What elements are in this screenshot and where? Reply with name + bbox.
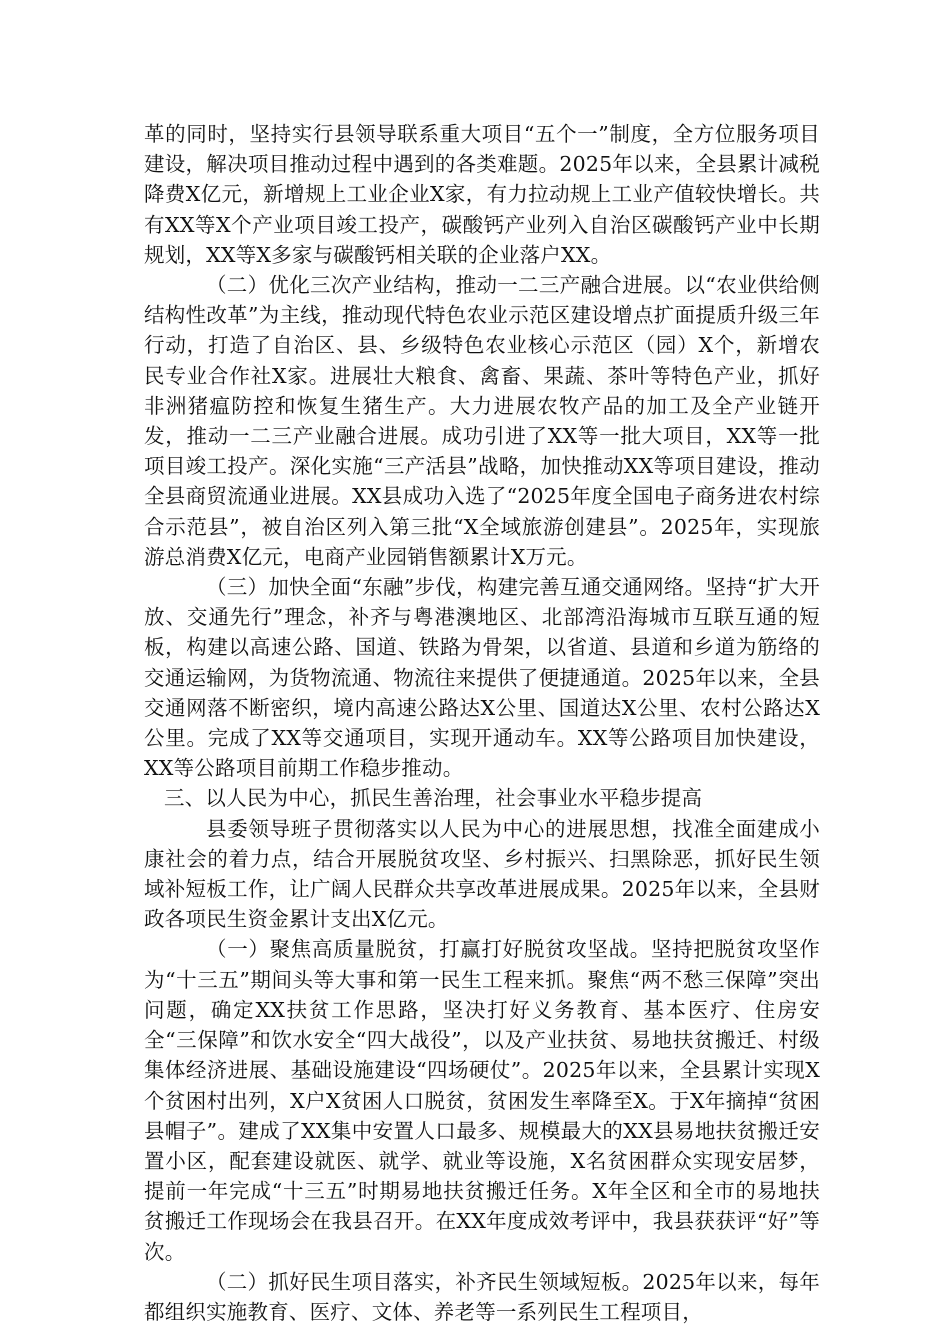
paragraph-livelihood-projects: （二）抓好民生项目落实，补齐民生领域短板。2025年以来，每年都组织实施教育、医疗、文体、养老等一系列民生工程项目，	[144, 1269, 820, 1324]
paragraph-livelihood-intro: 县委领导班子贯彻落实以人民为中心的进展思想，找准全面建成小康社会的着力点，结合开展脱贫攻坚、乡村振兴、扫黑除恶，抓好民生领域补短板工作，让广阔人民群众共享改革进展成果。2025年以来，全县财政各项民生资金累计支出X亿元。	[144, 816, 820, 932]
document-body	[144, 119, 820, 1327]
paragraph-continuation: 革的同时，坚持实行县领导联系重大项目“五个一”制度，全方位服务项目建设，解决项目推动过程中遇到的各类难题。2025年以来，全县累计减税降费X亿元，新增规上工业企业X家，有力拉动规上工业产值较快增长。共有XX等X个产业项目竣工投产，碳酸钙产业列入自治区碳酸钙产业中长期规划，XX等X多家与碳酸钙相关联的企业落户XX。	[144, 122, 820, 267]
section-heading-people-centered: 三、以人民为中心，抓民生善治理，社会事业水平稳步提高	[164, 786, 703, 811]
paragraph-poverty-alleviation: （一）聚焦高质量脱贫，打赢打好脱贫攻坚战。坚持把脱贫攻坚作为“十三五”期间头等大事和第一民生工程来抓。聚焦“两不愁三保障”突出问题，确定XX扶贫工作思路，坚决打好义务教育、基本医疗、住房安全“三保障”和饮水安全“四大战役”，以及产业扶贫、易地扶贫搬迁、村级集体经济进展、基础设施建设“四场硬仗”。2025年以来，全县累计实现X个贫困村出列，X户X贫困人口脱贫，贫困发生率降至X。于X年摘掉“贫困县帽子”。建成了XX集中安置人口最多、规模最大的XX县易地扶贫搬迁安置小区，配套建设就医、就学、就业等设施，X名贫困群众实现安居梦，提前一年完成“十三五”时期易地扶贫搬迁任务。X年全区和全市的易地扶贫搬迁工作现场会在我县召开。在XX年度成效考评中，我县获获评“好”等次。	[144, 937, 820, 1264]
paragraph-transport-network: （三）加快全面“东融”步伐，构建完善互通交通网络。坚持“扩大开放、交通先行”理念，补齐与粤港澳地区、北部湾沿海城市互联互通的短板，构建以高速公路、国道、铁路为骨架，以省道、县道和乡道为筋络的交通运输网，为货物流通、物流往来提供了便捷通道。2025年以来，全县交通网落不断密织，境内高速公路达X公里、国道达X公里、农村公路达X公里。完成了XX等交通项目，实现开通动车。XX等公路项目加快建设，XX等公路项目前期工作稳步推动。	[144, 575, 820, 781]
paragraph-industry-structure: （二）优化三次产业结构，推动一二三产融合进展。以“农业供给侧结构性改革”为主线，推动现代特色农业示范区建设增点扩面提质升级三年行动，打造了自治区、县、乡级特色农业核心示范区（园）X个，新增农民专业合作社X家。进展壮大粮食、禽畜、果蔬、茶叶等特色产业，抓好非洲猪瘟防控和恢复生猪生产。大力进展农牧产品的加工及全产业链开发，推动一二三产业融合进展。成功引进了XX等一批大项目，XX等一批项目竣工投产。深化实施“三产活县”战略，加快推动XX等项目建设，推动全县商贸流通业进展。XX县成功入选了“2025年度全国电子商务进农村综合示范县”，被自治区列入第三批“X全域旅游创建县”。2025年，实现旅游总消费X亿元，电商产业园销售额累计X万元。	[144, 273, 820, 569]
